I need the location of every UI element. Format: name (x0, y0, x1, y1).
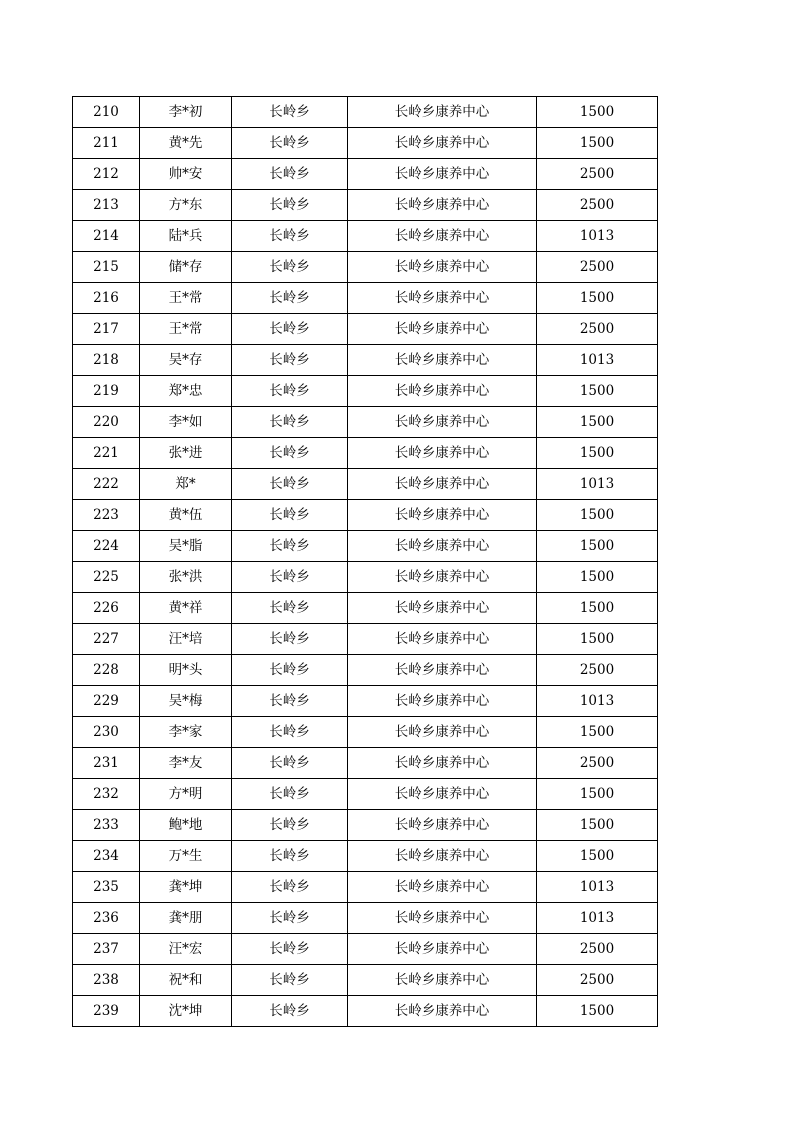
table-row (73, 128, 658, 159)
row-number-cell: 223 (73, 500, 140, 531)
township-cell: 长岭乡 (232, 438, 348, 469)
table-row (73, 810, 658, 841)
row-number-cell: 232 (73, 779, 140, 810)
table-row (73, 314, 658, 345)
amount-cell: 1500 (537, 624, 658, 655)
township-cell: 长岭乡 (232, 655, 348, 686)
name-cell: 方*明 (140, 779, 232, 810)
institution-cell: 长岭乡康养中心 (348, 252, 537, 283)
township-cell: 长岭乡 (232, 934, 348, 965)
name-cell: 张*洪 (140, 562, 232, 593)
table-row (73, 345, 658, 376)
institution-cell: 长岭乡康养中心 (348, 593, 537, 624)
institution-cell: 长岭乡康养中心 (348, 717, 537, 748)
table-row (73, 965, 658, 996)
institution-cell: 长岭乡康养中心 (348, 996, 537, 1027)
amount-cell: 1013 (537, 903, 658, 934)
institution-cell: 长岭乡康养中心 (348, 903, 537, 934)
amount-cell: 1500 (537, 438, 658, 469)
institution-cell: 长岭乡康养中心 (348, 190, 537, 221)
amount-cell: 2500 (537, 655, 658, 686)
row-number-cell: 236 (73, 903, 140, 934)
name-cell: 郑* (140, 469, 232, 500)
name-cell: 张*进 (140, 438, 232, 469)
institution-cell: 长岭乡康养中心 (348, 531, 537, 562)
amount-cell: 1500 (537, 128, 658, 159)
row-number-cell: 222 (73, 469, 140, 500)
township-cell: 长岭乡 (232, 593, 348, 624)
table-row (73, 500, 658, 531)
row-number-cell: 214 (73, 221, 140, 252)
name-cell: 郑*忠 (140, 376, 232, 407)
row-number-cell: 234 (73, 841, 140, 872)
township-cell: 长岭乡 (232, 283, 348, 314)
table-row (73, 531, 658, 562)
institution-cell: 长岭乡康养中心 (348, 872, 537, 903)
amount-cell: 1500 (537, 97, 658, 128)
row-number-cell: 219 (73, 376, 140, 407)
table-row (73, 841, 658, 872)
row-number-cell: 220 (73, 407, 140, 438)
table-row (73, 686, 658, 717)
name-cell: 王*常 (140, 314, 232, 345)
amount-cell: 2500 (537, 159, 658, 190)
township-cell: 长岭乡 (232, 748, 348, 779)
township-cell: 长岭乡 (232, 531, 348, 562)
amount-cell: 1500 (537, 562, 658, 593)
row-number-cell: 230 (73, 717, 140, 748)
table-row (73, 283, 658, 314)
institution-cell: 长岭乡康养中心 (348, 407, 537, 438)
table-row (73, 469, 658, 500)
row-number-cell: 212 (73, 159, 140, 190)
institution-cell: 长岭乡康养中心 (348, 965, 537, 996)
amount-cell: 1500 (537, 779, 658, 810)
township-cell: 长岭乡 (232, 903, 348, 934)
township-cell: 长岭乡 (232, 469, 348, 500)
row-number-cell: 221 (73, 438, 140, 469)
name-cell: 帅*安 (140, 159, 232, 190)
institution-cell: 长岭乡康养中心 (348, 159, 537, 190)
row-number-cell: 228 (73, 655, 140, 686)
name-cell: 李*初 (140, 97, 232, 128)
row-number-cell: 227 (73, 624, 140, 655)
name-cell: 祝*和 (140, 965, 232, 996)
amount-cell: 2500 (537, 748, 658, 779)
row-number-cell: 213 (73, 190, 140, 221)
row-number-cell: 226 (73, 593, 140, 624)
table-row (73, 407, 658, 438)
institution-cell: 长岭乡康养中心 (348, 221, 537, 252)
amount-cell: 2500 (537, 314, 658, 345)
amount-cell: 1500 (537, 841, 658, 872)
table-row (73, 252, 658, 283)
township-cell: 长岭乡 (232, 686, 348, 717)
township-cell: 长岭乡 (232, 872, 348, 903)
township-cell: 长岭乡 (232, 159, 348, 190)
table-row (73, 159, 658, 190)
institution-cell: 长岭乡康养中心 (348, 469, 537, 500)
amount-cell: 1013 (537, 345, 658, 376)
table-row (73, 221, 658, 252)
amount-cell: 1500 (537, 531, 658, 562)
institution-cell: 长岭乡康养中心 (348, 779, 537, 810)
table-row (73, 376, 658, 407)
table-row (73, 624, 658, 655)
table-row (73, 748, 658, 779)
institution-cell: 长岭乡康养中心 (348, 128, 537, 159)
name-cell: 龚*朋 (140, 903, 232, 934)
name-cell: 吴*存 (140, 345, 232, 376)
table-row (73, 593, 658, 624)
name-cell: 汪*宏 (140, 934, 232, 965)
row-number-cell: 235 (73, 872, 140, 903)
institution-cell: 长岭乡康养中心 (348, 314, 537, 345)
township-cell: 长岭乡 (232, 779, 348, 810)
township-cell: 长岭乡 (232, 376, 348, 407)
township-cell: 长岭乡 (232, 407, 348, 438)
institution-cell: 长岭乡康养中心 (348, 438, 537, 469)
row-number-cell: 233 (73, 810, 140, 841)
table-row (73, 996, 658, 1027)
row-number-cell: 211 (73, 128, 140, 159)
amount-cell: 1500 (537, 407, 658, 438)
township-cell: 长岭乡 (232, 252, 348, 283)
name-cell: 黄*先 (140, 128, 232, 159)
row-number-cell: 215 (73, 252, 140, 283)
amount-cell: 1500 (537, 717, 658, 748)
township-cell: 长岭乡 (232, 996, 348, 1027)
name-cell: 方*东 (140, 190, 232, 221)
table-row (73, 934, 658, 965)
institution-cell: 长岭乡康养中心 (348, 810, 537, 841)
name-cell: 龚*坤 (140, 872, 232, 903)
row-number-cell: 229 (73, 686, 140, 717)
township-cell: 长岭乡 (232, 841, 348, 872)
township-cell: 长岭乡 (232, 128, 348, 159)
table-row (73, 190, 658, 221)
institution-cell: 长岭乡康养中心 (348, 345, 537, 376)
amount-cell: 2500 (537, 190, 658, 221)
amount-cell: 1013 (537, 221, 658, 252)
row-number-cell: 218 (73, 345, 140, 376)
name-cell: 万*生 (140, 841, 232, 872)
institution-cell: 长岭乡康养中心 (348, 376, 537, 407)
row-number-cell: 237 (73, 934, 140, 965)
table-row (73, 872, 658, 903)
table-row (73, 562, 658, 593)
township-cell: 长岭乡 (232, 97, 348, 128)
amount-cell: 1500 (537, 500, 658, 531)
row-number-cell: 231 (73, 748, 140, 779)
name-cell: 储*存 (140, 252, 232, 283)
table-row (73, 655, 658, 686)
institution-cell: 长岭乡康养中心 (348, 624, 537, 655)
township-cell: 长岭乡 (232, 190, 348, 221)
name-cell: 李*如 (140, 407, 232, 438)
institution-cell: 长岭乡康养中心 (348, 500, 537, 531)
institution-cell: 长岭乡康养中心 (348, 748, 537, 779)
amount-cell: 2500 (537, 252, 658, 283)
institution-cell: 长岭乡康养中心 (348, 655, 537, 686)
amount-cell: 1013 (537, 469, 658, 500)
township-cell: 长岭乡 (232, 624, 348, 655)
township-cell: 长岭乡 (232, 500, 348, 531)
amount-cell: 1500 (537, 810, 658, 841)
table-body (73, 97, 658, 1027)
township-cell: 长岭乡 (232, 562, 348, 593)
name-cell: 黄*祥 (140, 593, 232, 624)
name-cell: 汪*培 (140, 624, 232, 655)
township-cell: 长岭乡 (232, 221, 348, 252)
township-cell: 长岭乡 (232, 345, 348, 376)
amount-cell: 1013 (537, 872, 658, 903)
name-cell: 明*头 (140, 655, 232, 686)
table-row (73, 779, 658, 810)
row-number-cell: 225 (73, 562, 140, 593)
amount-cell: 2500 (537, 965, 658, 996)
row-number-cell: 210 (73, 97, 140, 128)
amount-cell: 1500 (537, 593, 658, 624)
row-number-cell: 216 (73, 283, 140, 314)
township-cell: 长岭乡 (232, 314, 348, 345)
row-number-cell: 238 (73, 965, 140, 996)
amount-cell: 2500 (537, 934, 658, 965)
name-cell: 沈*坤 (140, 996, 232, 1027)
name-cell: 鲍*地 (140, 810, 232, 841)
name-cell: 李*家 (140, 717, 232, 748)
row-number-cell: 239 (73, 996, 140, 1027)
name-cell: 李*友 (140, 748, 232, 779)
name-cell: 吴*脂 (140, 531, 232, 562)
row-number-cell: 224 (73, 531, 140, 562)
institution-cell: 长岭乡康养中心 (348, 97, 537, 128)
institution-cell: 长岭乡康养中心 (348, 562, 537, 593)
table-row (73, 903, 658, 934)
institution-cell: 长岭乡康养中心 (348, 934, 537, 965)
row-number-cell: 217 (73, 314, 140, 345)
table-row (73, 438, 658, 469)
township-cell: 长岭乡 (232, 717, 348, 748)
amount-cell: 1013 (537, 686, 658, 717)
amount-cell: 1500 (537, 376, 658, 407)
institution-cell: 长岭乡康养中心 (348, 283, 537, 314)
name-cell: 陆*兵 (140, 221, 232, 252)
institution-cell: 长岭乡康养中心 (348, 841, 537, 872)
name-cell: 王*常 (140, 283, 232, 314)
name-cell: 吴*梅 (140, 686, 232, 717)
amount-cell: 1500 (537, 996, 658, 1027)
township-cell: 长岭乡 (232, 810, 348, 841)
institution-cell: 长岭乡康养中心 (348, 686, 537, 717)
table-row (73, 97, 658, 128)
township-cell: 长岭乡 (232, 965, 348, 996)
table-row (73, 717, 658, 748)
name-cell: 黄*伍 (140, 500, 232, 531)
beneficiary-table (72, 96, 658, 1027)
amount-cell: 1500 (537, 283, 658, 314)
